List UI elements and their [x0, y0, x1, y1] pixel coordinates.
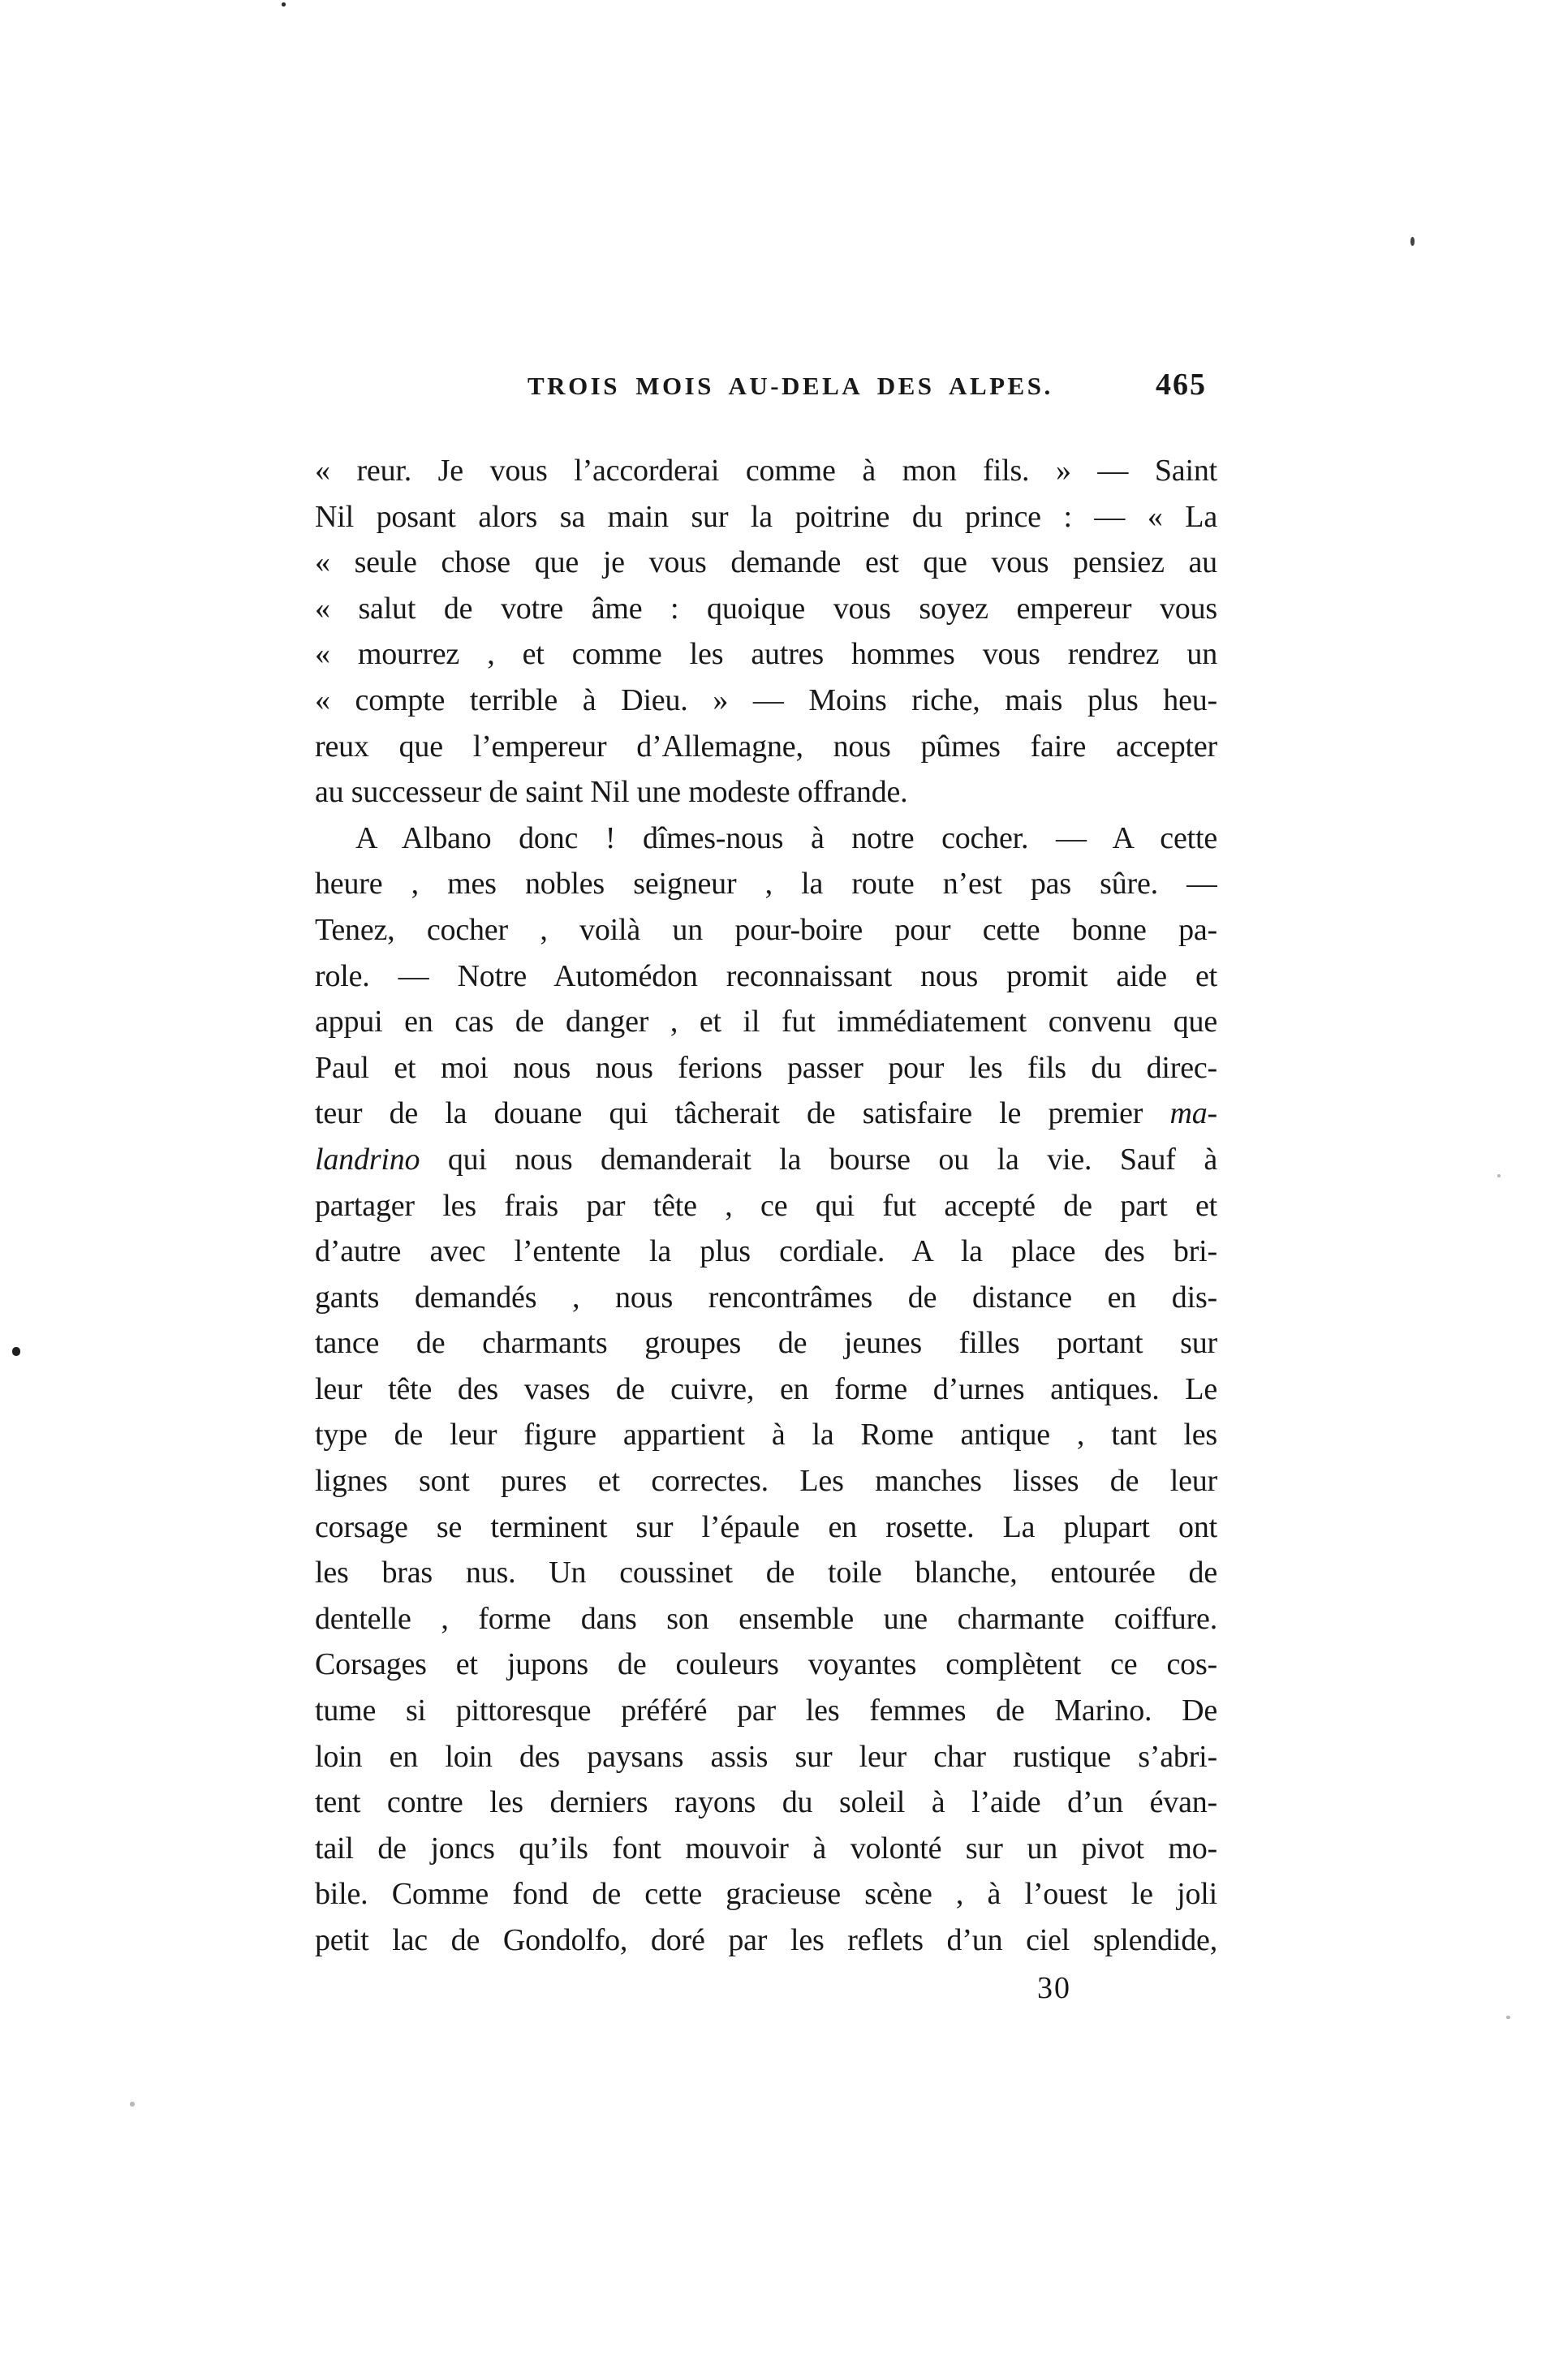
text-line: [315, 1458, 1217, 1504]
running-header: [0, 367, 1546, 407]
page-number: 465: [1156, 368, 1207, 402]
text-line: [315, 1734, 1217, 1780]
text-line: [315, 631, 1217, 678]
text-line: [315, 494, 1217, 540]
text-segment: role. — Notre Automédon reconnaissant nous promit aide et: [315, 958, 1217, 993]
text-segment: petit lac de Gondolfo, doré par les reflets d’un ciel splendide,: [315, 1923, 1217, 1957]
ink-speck: [1497, 1174, 1501, 1177]
text-segment: corsage se terminent sur l’épaule en rosette. La plupart ont: [315, 1509, 1217, 1544]
ink-speck: [1410, 237, 1415, 246]
signature-mark: 30: [1037, 1971, 1071, 2005]
text-segment: dentelle , forme dans son ensemble une charmante coiffure.: [315, 1601, 1217, 1636]
text-line: [315, 1917, 1217, 1964]
text-segment: tance de charmants groupes de jeunes filles portant sur: [315, 1326, 1217, 1361]
text-line: [315, 1826, 1217, 1872]
text-line: [315, 1229, 1217, 1275]
text-segment: d’autre avec l’entente la plus cordiale. A la place des bri-: [315, 1234, 1217, 1269]
text-segment: A Albano donc ! dîmes-nous à notre cocher. — A cette: [355, 820, 1217, 855]
text-line: [315, 769, 1217, 816]
text-segment: « compte terrible à Dieu. » — Moins riche, mais plus heu-: [315, 682, 1217, 717]
text-segment: Corsages et jupons de couleurs voyantes complètent ce cos-: [315, 1647, 1217, 1682]
text-segment: tent contre les derniers rayons du soleil à l’aide d’un évan-: [315, 1785, 1217, 1820]
text-segment: « salut de votre âme : quoique vous soyez empereur vous: [315, 591, 1217, 626]
text-line: [315, 1780, 1217, 1826]
text-segment: reux que l’empereur d’Allemagne, nous pûmes faire accepter: [315, 729, 1217, 764]
text-line: [315, 1596, 1217, 1642]
text-line: [315, 1642, 1217, 1688]
body-text: [315, 448, 1217, 1964]
ink-speck: [282, 2, 286, 6]
text-line: [315, 1275, 1217, 1321]
text-line: [315, 1504, 1217, 1551]
text-segment: les bras nus. Un coussinet de toile blanche, entourée de: [315, 1556, 1217, 1590]
text-segment: « reur. Je vous l’accorderai comme à mon fils. » — Saint: [315, 454, 1217, 488]
text-segment: tume si pittoresque préféré par les femmes de Marino. De: [315, 1694, 1217, 1728]
italic-text-segment: landrino: [315, 1142, 420, 1177]
text-line: [315, 724, 1217, 770]
text-line: [315, 448, 1217, 494]
text-segment: Paul et moi nous nous ferions passer pour les fils du direc-: [315, 1050, 1217, 1085]
text-segment: gants demandés , nous rencontrâmes de distance en dis-: [315, 1280, 1217, 1315]
text-segment: Nil posant alors sa main sur la poitrine du prince : — « La: [315, 499, 1217, 534]
text-line: [315, 540, 1217, 586]
text-line: [315, 1550, 1217, 1596]
text-line: [315, 1688, 1217, 1734]
text-line: [315, 953, 1217, 1000]
text-segment: qui nous demanderait la bourse ou la vie. Sauf à: [420, 1142, 1217, 1177]
text-segment: leur tête des vases de cuivre, en forme d’urnes antiques. Le: [315, 1371, 1217, 1406]
text-line: [315, 1137, 1217, 1183]
text-segment: tail de joncs qu’ils font mouvoir à volonté sur un pivot mo-: [315, 1831, 1217, 1866]
running-header-title: TROIS MOIS AU-DELA DES ALPES.: [528, 372, 1053, 400]
text-segment: au successeur de saint Nil une modeste offrande.: [315, 775, 908, 810]
text-line: [315, 816, 1217, 862]
text-line: [315, 1871, 1217, 1917]
text-line: [315, 1412, 1217, 1458]
text-segment: type de leur figure appartient à la Rome antique , tant les: [315, 1418, 1217, 1453]
text-line: [315, 1366, 1217, 1413]
text-segment: « seule chose que je vous demande est que vous pensiez au: [315, 545, 1217, 580]
text-segment: heure , mes nobles seigneur , la route n’est pas sûre. —: [315, 867, 1217, 902]
ink-speck: [130, 2102, 135, 2107]
text-segment: Tenez, cocher , voilà un pour-boire pour cette bonne pa-: [315, 912, 1217, 947]
text-segment: partager les frais par tête , ce qui fut accepté de part et: [315, 1188, 1217, 1223]
text-segment: loin en loin des paysans assis sur leur char rustique s’abri-: [315, 1739, 1217, 1774]
text-line: [315, 861, 1217, 907]
ink-speck: [1506, 2016, 1510, 2019]
text-line: [315, 586, 1217, 632]
text-segment: teur de la douane qui tâcherait de satisfaire le premier: [315, 1096, 1170, 1131]
text-line: [315, 1045, 1217, 1091]
text-line: [315, 678, 1217, 724]
text-segment: appui en cas de danger , et il fut immédiatement convenu que: [315, 1005, 1217, 1039]
text-segment: bile. Comme fond de cette gracieuse scène , à l’ouest le joli: [315, 1877, 1217, 1912]
text-line: [315, 999, 1217, 1045]
text-line: [315, 1183, 1217, 1229]
text-segment: lignes sont pures et correctes. Les manches lisses de leur: [315, 1464, 1217, 1499]
text-line: [315, 907, 1217, 953]
text-line: [315, 1320, 1217, 1366]
ink-speck: [12, 1347, 20, 1356]
text-line: [315, 1091, 1217, 1137]
italic-text-segment: ma-: [1169, 1096, 1217, 1131]
text-segment: « mourrez , et comme les autres hommes vous rendrez un: [315, 637, 1217, 672]
